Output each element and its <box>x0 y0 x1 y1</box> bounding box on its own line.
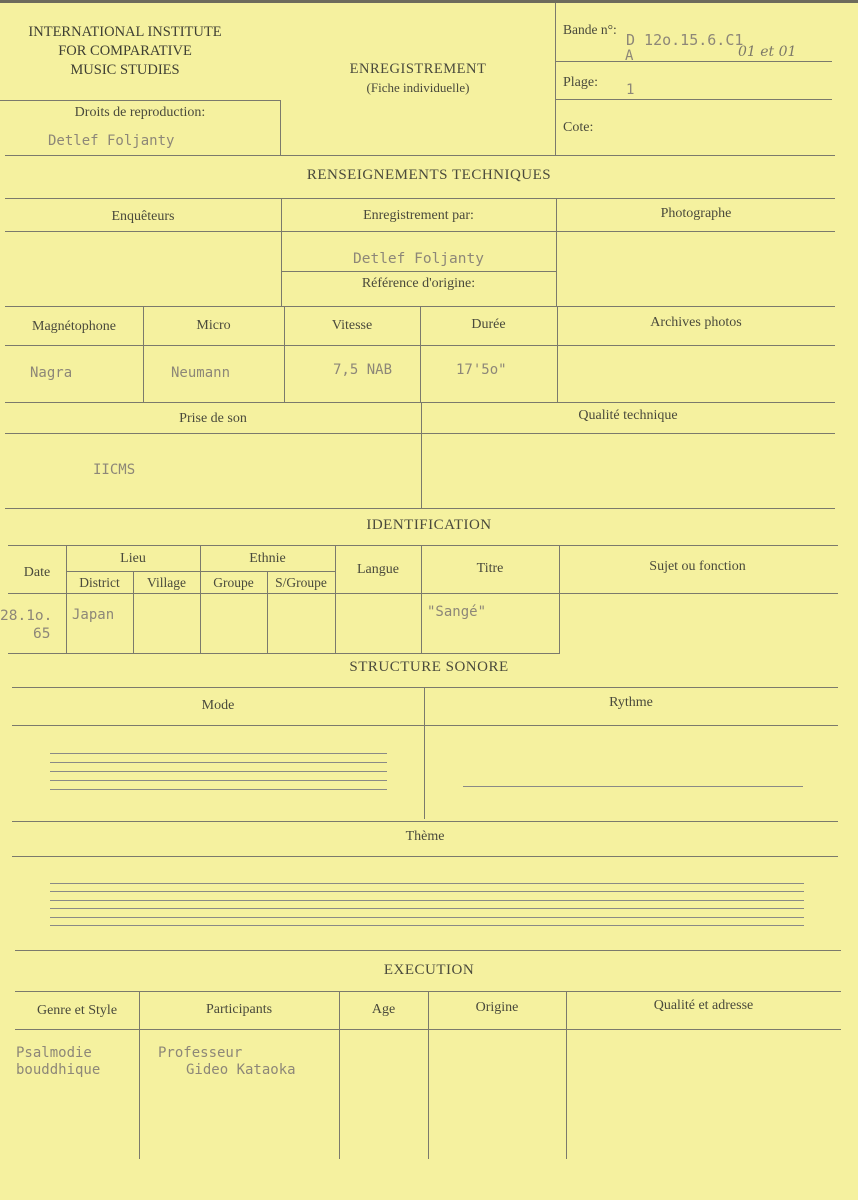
genre-value-line-2: bouddhique <box>16 1062 101 1078</box>
enregistrement-label: Enregistrement par: <box>363 208 474 223</box>
sgroupe-label: S/Groupe <box>275 575 327 590</box>
langue-label: Langue <box>357 562 399 577</box>
institute-line-3: MUSIC STUDIES <box>70 62 180 78</box>
magnetophone-value: Nagra <box>30 365 73 381</box>
ethnie-label: Ethnie <box>249 551 286 566</box>
duree-label: Durée <box>471 317 506 332</box>
micro-value: Neumann <box>171 365 231 381</box>
genre-label: Genre et Style <box>36 1003 118 1018</box>
section-identification-title: IDENTIFICATION <box>366 517 492 533</box>
rights-value: Detlef Foljanty <box>48 133 175 149</box>
form-subtitle: (Fiche individuelle) <box>366 80 470 95</box>
bande-hand-note: 01 et 01 <box>738 44 797 60</box>
duree-value: 17'5o" <box>456 362 507 378</box>
theme-label: Thème <box>405 829 445 844</box>
origine-label: Origine <box>475 1000 519 1015</box>
date-value-line-2: 65 <box>33 626 51 642</box>
plage-label: Plage: <box>563 75 598 90</box>
prise-de-son-value: IICMS <box>93 462 136 478</box>
rythme-line <box>463 786 803 787</box>
rights-label: Droits de reproduction: <box>74 105 206 120</box>
titre-label: Titre <box>476 561 504 576</box>
district-label: District <box>79 575 120 590</box>
participants-value-line-2: Gideo Kataoka <box>186 1062 296 1078</box>
qualite-technique-label: Qualité technique <box>578 408 678 423</box>
district-value: Japan <box>72 607 115 623</box>
participants-label: Participants <box>205 1002 273 1017</box>
form-title: ENREGISTREMENT <box>349 61 487 77</box>
groupe-label: Groupe <box>213 575 254 590</box>
qualite-adresse-label: Qualité et adresse <box>653 998 754 1013</box>
prise-de-son-label: Prise de son <box>179 411 247 426</box>
cote-label: Cote: <box>563 120 594 135</box>
reference-label: Référence d'origine: <box>361 276 476 291</box>
section-execution-title: EXECUTION <box>383 962 475 978</box>
bande-value: D 12o.15.6.C1 <box>626 31 744 49</box>
vitesse-value: 7,5 NAB <box>333 362 393 378</box>
magnetophone-label: Magnétophone <box>32 319 116 334</box>
enqueteurs-label: Enquêteurs <box>111 209 175 224</box>
institute-name <box>0 23 250 80</box>
genre-value-line-1: Psalmodie <box>16 1045 92 1061</box>
sujet-label: Sujet ou fonction <box>649 559 746 574</box>
participants-value-line-1: Professeur <box>158 1045 243 1061</box>
titre-value: "Sangé" <box>427 604 487 620</box>
enregistrement-value: Detlef Foljanty <box>353 251 484 267</box>
rythme-label: Rythme <box>609 695 653 710</box>
village-label: Village <box>147 575 186 590</box>
institute-line-1: INTERNATIONAL INSTITUTE <box>28 24 222 40</box>
plage-value: 1 <box>626 82 635 98</box>
photographe-label: Photographe <box>660 206 732 221</box>
age-label: Age <box>371 1002 396 1017</box>
date-label: Date <box>23 565 51 580</box>
date-value-line-1: 28.1o. <box>0 608 53 624</box>
bande-suffix: A <box>625 48 634 64</box>
lieu-label: Lieu <box>120 551 146 566</box>
vitesse-label: Vitesse <box>331 318 373 333</box>
institute-line-2: FOR COMPARATIVE <box>58 43 192 59</box>
archives-photos-label: Archives photos <box>650 315 742 330</box>
section-structure-title: STRUCTURE SONORE <box>349 659 509 675</box>
micro-label: Micro <box>196 318 231 333</box>
section-technical-title: RENSEIGNEMENTS TECHNIQUES <box>306 167 552 183</box>
bande-label: Bande n°: <box>563 22 617 37</box>
mode-label: Mode <box>201 698 235 713</box>
